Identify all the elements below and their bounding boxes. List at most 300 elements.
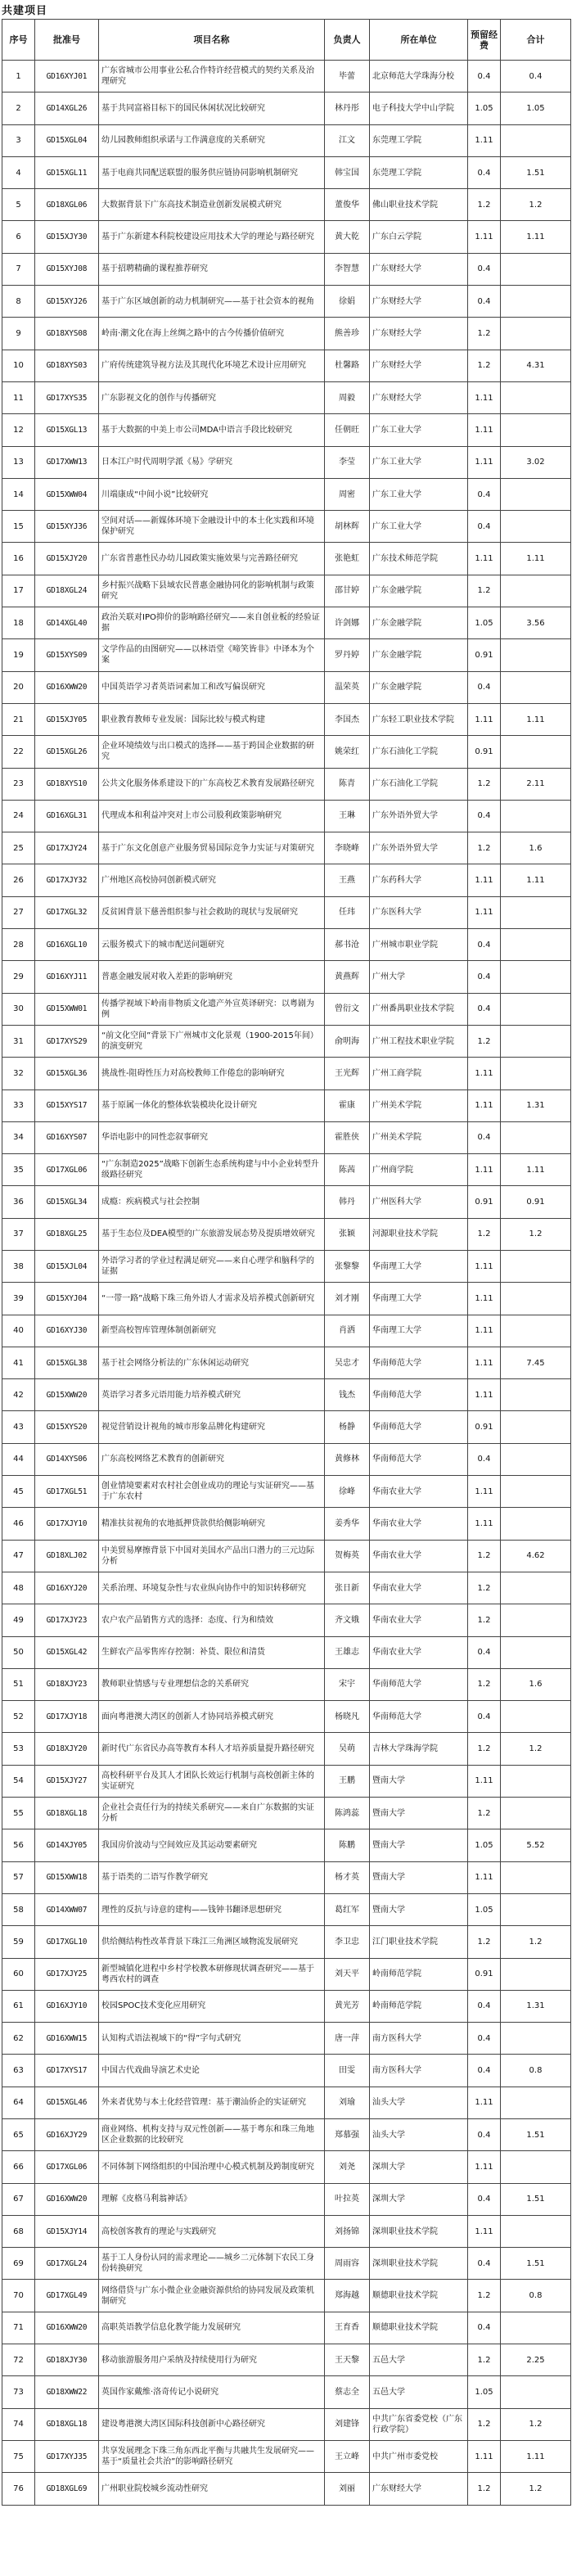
- total-cell: [501, 414, 571, 446]
- leader-cell: 姚荣红: [325, 736, 370, 768]
- table-row: [2, 318, 571, 350]
- approval-no-cell: GD16XWW20: [35, 2312, 99, 2344]
- project-name-cell: 中国英语学习者英语词素加工和改写偏误研究: [99, 671, 325, 703]
- total-cell: 7.45: [501, 1347, 571, 1378]
- table-row: [2, 1443, 571, 1475]
- approval-no-cell: GD15XGL38: [35, 1347, 99, 1378]
- approval-no-cell: GD17XGL24: [35, 2248, 99, 2280]
- total-cell: 1.2: [501, 2408, 571, 2440]
- project-name-cell: 企业环境绩效与出口模式的选择——基于跨国企业数据的研究: [99, 736, 325, 768]
- total-cell: 1.11: [501, 703, 571, 735]
- unit-cell: 五邑大学: [370, 2344, 468, 2376]
- reserved-fund-cell: 1.2: [468, 1604, 501, 1636]
- table-row: [2, 1411, 571, 1443]
- unit-cell: 东莞理工学院: [370, 156, 468, 188]
- reserved-fund-cell: 0.4: [468, 286, 501, 318]
- approval-no-cell: GD18XGL06: [35, 189, 99, 221]
- header-approval-no: 批准号: [35, 20, 99, 61]
- approval-no-cell: GD15XYS09: [35, 639, 99, 671]
- row-no-cell: 7: [2, 253, 35, 285]
- approval-no-cell: GD17XGL32: [35, 896, 99, 928]
- project-name-cell: 成瘾：疾病模式与社会控制: [99, 1186, 325, 1218]
- project-name-cell: 面向粤港澳大湾区的创新人才协同培养模式研究: [99, 1701, 325, 1733]
- row-no-cell: 51: [2, 1668, 35, 1700]
- row-no-cell: 62: [2, 2023, 35, 2055]
- total-cell: 3.56: [501, 607, 571, 639]
- unit-cell: 华南农业大学: [370, 1572, 468, 1604]
- row-no-cell: 73: [2, 2376, 35, 2408]
- approval-no-cell: GD16XYJ30: [35, 1315, 99, 1347]
- leader-cell: 刘瑜: [325, 2087, 370, 2118]
- total-cell: [501, 961, 571, 993]
- row-no-cell: 3: [2, 124, 35, 156]
- project-name-cell: 新型城镇化进程中乡村学校教本研修现状调查研究——基于粤西农村的调查: [99, 1958, 325, 1990]
- unit-cell: 广东工业大学: [370, 511, 468, 543]
- reserved-fund-cell: 1.2: [468, 1025, 501, 1057]
- unit-cell: 电子科技大学中山学院: [370, 92, 468, 124]
- approval-no-cell: GD15XYJ08: [35, 253, 99, 285]
- reserved-fund-cell: 0.4: [468, 800, 501, 832]
- header-total: 合计: [501, 20, 571, 61]
- table-row: [2, 1218, 571, 1250]
- reserved-fund-cell: 0.4: [468, 993, 501, 1025]
- leader-cell: 董俊华: [325, 189, 370, 221]
- table-row: [2, 1379, 571, 1411]
- unit-cell: 华南农业大学: [370, 1636, 468, 1668]
- leader-cell: 肖洒: [325, 1315, 370, 1347]
- unit-cell: 广东技术师范学院: [370, 543, 468, 575]
- approval-no-cell: GD18XYS08: [35, 318, 99, 350]
- unit-cell: 暨南大学: [370, 1765, 468, 1797]
- header-leader: 负责人: [325, 20, 370, 61]
- row-no-cell: 20: [2, 671, 35, 703]
- approval-no-cell: GD16XWW15: [35, 2023, 99, 2055]
- approval-no-cell: GD18XYS03: [35, 350, 99, 381]
- reserved-fund-cell: 1.2: [468, 1798, 501, 1829]
- total-cell: 4.31: [501, 350, 571, 381]
- reserved-fund-cell: 0.4: [468, 156, 501, 188]
- total-cell: 1.6: [501, 1668, 571, 1700]
- reserved-fund-cell: 0.4: [468, 2119, 501, 2151]
- reserved-fund-cell: 1.2: [468, 832, 501, 864]
- row-no-cell: 68: [2, 2215, 35, 2247]
- total-cell: 1.11: [501, 221, 571, 253]
- total-cell: 1.2: [501, 1218, 571, 1250]
- reserved-fund-cell: 1.05: [468, 2376, 501, 2408]
- leader-cell: 吴萌: [325, 1733, 370, 1765]
- project-name-cell: 日本江户时代周明学派《易》学研究: [99, 446, 325, 478]
- approval-no-cell: GD15XGL13: [35, 414, 99, 446]
- reserved-fund-cell: 1.11: [468, 1154, 501, 1186]
- approval-no-cell: GD17XJY32: [35, 864, 99, 896]
- project-name-cell: 广东高校网络艺术教育的创新研究: [99, 1443, 325, 1475]
- unit-cell: 华南师范大学: [370, 1411, 468, 1443]
- reserved-fund-cell: 0.4: [468, 2312, 501, 2344]
- approval-no-cell: GD17XGL06: [35, 1154, 99, 1186]
- project-name-cell: 政治关联对IPO抑价的影响路径研究——来自创业板的经验证据: [99, 607, 325, 639]
- leader-cell: 徐娟: [325, 286, 370, 318]
- leader-cell: 王育香: [325, 2312, 370, 2344]
- reserved-fund-cell: 0.4: [468, 1636, 501, 1668]
- total-cell: 1.31: [501, 1089, 571, 1121]
- leader-cell: 吴忠才: [325, 1347, 370, 1378]
- project-name-cell: 新时代广东省民办高等教育本科人才培养质量提升路径研究: [99, 1733, 325, 1765]
- row-no-cell: 6: [2, 221, 35, 253]
- reserved-fund-cell: 1.2: [468, 2408, 501, 2440]
- reserved-fund-cell: 1.2: [468, 2344, 501, 2376]
- leader-cell: 王琳: [325, 800, 370, 832]
- project-name-cell: 基于语类的二语写作教学研究: [99, 1861, 325, 1893]
- project-name-cell: 幼儿园教师组织承诺与工作满意度的关系研究: [99, 124, 325, 156]
- reserved-fund-cell: 0.91: [468, 639, 501, 671]
- total-cell: 1.2: [501, 1733, 571, 1765]
- row-no-cell: 47: [2, 1540, 35, 1572]
- reserved-fund-cell: 1.05: [468, 607, 501, 639]
- table-row: [2, 253, 571, 285]
- project-name-cell: 创业情境要素对农村社会创业成功的理论与实证研究——基于广东农村: [99, 1476, 325, 1508]
- approval-no-cell: GD15XGL46: [35, 2087, 99, 2118]
- leader-cell: 熊善珍: [325, 318, 370, 350]
- row-no-cell: 64: [2, 2087, 35, 2118]
- unit-cell: 广东金融学院: [370, 639, 468, 671]
- table-row: [2, 2280, 571, 2312]
- project-name-cell: 农户农产品销售方式的选择：态度、行为和绩效: [99, 1604, 325, 1636]
- row-no-cell: 53: [2, 1733, 35, 1765]
- table-row: [2, 1765, 571, 1797]
- project-name-cell: 精准扶贫视角的农地抵押贷款供给侧影响研究: [99, 1508, 325, 1540]
- leader-cell: 徐峰: [325, 1476, 370, 1508]
- reserved-fund-cell: 0.4: [468, 2183, 501, 2215]
- total-cell: [501, 1025, 571, 1057]
- table-row: [2, 639, 571, 671]
- approval-no-cell: GD17XJY24: [35, 832, 99, 864]
- reserved-fund-cell: 1.11: [468, 1347, 501, 1378]
- row-no-cell: 48: [2, 1572, 35, 1604]
- table-row: [2, 1926, 571, 1958]
- total-cell: [501, 1572, 571, 1604]
- total-cell: [501, 2023, 571, 2055]
- row-no-cell: 12: [2, 414, 35, 446]
- reserved-fund-cell: 1.11: [468, 896, 501, 928]
- approval-no-cell: GD16XYJ11: [35, 961, 99, 993]
- project-name-cell: 广东影视文化的创作与传播研究: [99, 381, 325, 413]
- project-name-cell: 外语学习者的学业过程满足研究——来自心理学和脑科学的证据: [99, 1250, 325, 1282]
- table-row: [2, 478, 571, 510]
- leader-cell: 蔡志全: [325, 2376, 370, 2408]
- project-name-cell: “一带一路”战略下珠三角外语人才需求及培养模式创新研究: [99, 1283, 325, 1315]
- unit-cell: 广州城市职业学院: [370, 929, 468, 961]
- approval-no-cell: GD16XWW20: [35, 2183, 99, 2215]
- project-name-cell: “广东制造2025”战略下创新生态系统构建与中小企业转型升级路径研究: [99, 1154, 325, 1186]
- row-no-cell: 41: [2, 1347, 35, 1378]
- table-row: [2, 543, 571, 575]
- leader-cell: 李智慧: [325, 253, 370, 285]
- table-row: [2, 1347, 571, 1378]
- project-name-cell: 网络借贷与广东小微企业金融资源供给的协同发展及政策机制研究: [99, 2280, 325, 2312]
- row-no-cell: 66: [2, 2151, 35, 2183]
- unit-cell: 深圳职业技术学院: [370, 2248, 468, 2280]
- reserved-fund-cell: 0.91: [468, 1411, 501, 1443]
- approval-no-cell: GD18XGL18: [35, 2408, 99, 2440]
- approval-no-cell: GD15XJY05: [35, 703, 99, 735]
- leader-cell: 刘丽: [325, 2473, 370, 2505]
- approval-no-cell: GD14XJY05: [35, 1829, 99, 1861]
- project-name-cell: 云服务模式下的城市配送问题研究: [99, 929, 325, 961]
- row-no-cell: 61: [2, 1990, 35, 2022]
- total-cell: 1.2: [501, 1926, 571, 1958]
- reserved-fund-cell: 1.11: [468, 1283, 501, 1315]
- row-no-cell: 13: [2, 446, 35, 478]
- table-row: [2, 1508, 571, 1540]
- unit-cell: 华南理工大学: [370, 1315, 468, 1347]
- reserved-fund-cell: 1.05: [468, 1829, 501, 1861]
- approval-no-cell: GD16XYS07: [35, 1121, 99, 1153]
- project-name-cell: 广东省普惠性民办幼儿园政策实施效果与完善路径研究: [99, 543, 325, 575]
- project-name-cell: 高校创客教育的理论与实践研究: [99, 2215, 325, 2247]
- total-cell: [501, 2151, 571, 2183]
- approval-no-cell: GD18XYS10: [35, 768, 99, 800]
- total-cell: [501, 253, 571, 285]
- leader-cell: 姜秀华: [325, 1508, 370, 1540]
- reserved-fund-cell: 0.91: [468, 1186, 501, 1218]
- reserved-fund-cell: 1.11: [468, 2151, 501, 2183]
- reserved-fund-cell: 1.11: [468, 1379, 501, 1411]
- project-name-cell: 广东省城市公用事业公私合作特许经营模式的契约关系及治理研究: [99, 61, 325, 92]
- row-no-cell: 23: [2, 768, 35, 800]
- unit-cell: 华南农业大学: [370, 1604, 468, 1636]
- section-heading: 共建项目: [2, 5, 48, 17]
- approval-no-cell: GD15XGL26: [35, 736, 99, 768]
- reserved-fund-cell: 1.11: [468, 1315, 501, 1347]
- project-name-cell: 基于广东区域创新的动力机制研究——基于社会资本的视角: [99, 286, 325, 318]
- unit-cell: 暨南大学: [370, 1893, 468, 1925]
- total-cell: [501, 1701, 571, 1733]
- row-no-cell: 27: [2, 896, 35, 928]
- leader-cell: 黄燕辉: [325, 961, 370, 993]
- project-name-cell: 职业教育教师专业发展：国际比较与模式构建: [99, 703, 325, 735]
- project-name-cell: 公共文化服务体系建设下的广东高校艺术教育发展路径研究: [99, 768, 325, 800]
- reserved-fund-cell: 1.2: [468, 318, 501, 350]
- leader-cell: 王天黎: [325, 2344, 370, 2376]
- approval-no-cell: GD17XJY23: [35, 1604, 99, 1636]
- project-name-cell: 基于电商共同配送联盟的服务供应链协同影响机制研究: [99, 156, 325, 188]
- table-row: [2, 896, 571, 928]
- reserved-fund-cell: 1.11: [468, 446, 501, 478]
- unit-cell: 华南农业大学: [370, 1508, 468, 1540]
- approval-no-cell: GD16XWW20: [35, 671, 99, 703]
- approval-no-cell: GD15XYJ04: [35, 1283, 99, 1315]
- table-row: [2, 2151, 571, 2183]
- reserved-fund-cell: 1.11: [468, 381, 501, 413]
- row-no-cell: 34: [2, 1121, 35, 1153]
- project-name-cell: 新型高校智库管理体制创新研究: [99, 1315, 325, 1347]
- leader-cell: 齐文娥: [325, 1604, 370, 1636]
- total-cell: 1.31: [501, 1990, 571, 2022]
- approval-no-cell: GD15XYJ36: [35, 511, 99, 543]
- total-cell: 1.11: [501, 543, 571, 575]
- approval-no-cell: GD17XWW13: [35, 446, 99, 478]
- project-name-cell: 文学作品的由图研究——以林语堂《啼笑皆非》中译本为个案: [99, 639, 325, 671]
- unit-cell: 华南农业大学: [370, 1540, 468, 1572]
- approval-no-cell: GD15XWW01: [35, 993, 99, 1025]
- unit-cell: 华南师范大学: [370, 1668, 468, 1700]
- row-no-cell: 16: [2, 543, 35, 575]
- total-cell: 5.52: [501, 1829, 571, 1861]
- reserved-fund-cell: 0.4: [468, 2055, 501, 2087]
- table-row: [2, 1893, 571, 1925]
- unit-cell: 华南师范大学: [370, 1347, 468, 1378]
- table-row: [2, 961, 571, 993]
- total-cell: [501, 800, 571, 832]
- unit-cell: 中共广东省委党校（广东行政学院）: [370, 2408, 468, 2440]
- unit-cell: 广东财经大学: [370, 2473, 468, 2505]
- table-row: [2, 2376, 571, 2408]
- approval-no-cell: GD18XJY30: [35, 2344, 99, 2376]
- project-name-cell: 广州地区高校协同创新模式研究: [99, 864, 325, 896]
- row-no-cell: 36: [2, 1186, 35, 1218]
- unit-cell: 广东财经大学: [370, 286, 468, 318]
- unit-cell: 广东金融学院: [370, 575, 468, 607]
- table-row: [2, 1250, 571, 1282]
- reserved-fund-cell: 1.11: [468, 2215, 501, 2247]
- project-name-cell: 中国古代戏曲导演艺术史论: [99, 2055, 325, 2087]
- unit-cell: 华南理工大学: [370, 1250, 468, 1282]
- total-cell: 3.02: [501, 446, 571, 478]
- project-name-cell: “前文化空间”背景下广州城市文化景观（1900-2015年间）的演变研究: [99, 1025, 325, 1057]
- leader-cell: 贺梅英: [325, 1540, 370, 1572]
- leader-cell: 陈茜: [325, 1154, 370, 1186]
- unit-cell: 广东医科大学: [370, 896, 468, 928]
- approval-no-cell: GD18XGL18: [35, 1798, 99, 1829]
- project-name-cell: 高职英语教学信息化教学能力发展研究: [99, 2312, 325, 2344]
- total-cell: [501, 318, 571, 350]
- reserved-fund-cell: 1.2: [468, 2473, 501, 2505]
- reserved-fund-cell: 1.11: [468, 1250, 501, 1282]
- row-no-cell: 37: [2, 1218, 35, 1250]
- project-name-cell: 乡村振兴战略下县域农民普惠金融协同化的影响机制与政策研究: [99, 575, 325, 607]
- row-no-cell: 31: [2, 1025, 35, 1057]
- project-name-cell: 生鲜农产品零售库存控制：补货、限位和清货: [99, 1636, 325, 1668]
- total-cell: [501, 1315, 571, 1347]
- reserved-fund-cell: 1.05: [468, 92, 501, 124]
- row-no-cell: 39: [2, 1283, 35, 1315]
- unit-cell: 吉林大学珠海学院: [370, 1733, 468, 1765]
- table-row: [2, 1636, 571, 1668]
- reserved-fund-cell: 0.4: [468, 2248, 501, 2280]
- total-cell: [501, 929, 571, 961]
- total-cell: [501, 286, 571, 318]
- row-no-cell: 60: [2, 1958, 35, 1990]
- unit-cell: 广东财经大学: [370, 381, 468, 413]
- table-row: [2, 2119, 571, 2151]
- table-row: [2, 1668, 571, 1700]
- table-row: [2, 189, 571, 221]
- leader-cell: 杨晓凡: [325, 1701, 370, 1733]
- total-cell: [501, 1958, 571, 1990]
- approval-no-cell: GD15XJY30: [35, 221, 99, 253]
- table-row: [2, 607, 571, 639]
- approval-no-cell: GD14XGL26: [35, 92, 99, 124]
- header-unit: 所在单位: [370, 20, 468, 61]
- approval-no-cell: GD14XGL40: [35, 607, 99, 639]
- table-row: [2, 2055, 571, 2087]
- leader-cell: 邵甘婷: [325, 575, 370, 607]
- row-no-cell: 29: [2, 961, 35, 993]
- total-cell: [501, 993, 571, 1025]
- row-no-cell: 32: [2, 1058, 35, 1089]
- row-no-cell: 54: [2, 1765, 35, 1797]
- project-name-cell: 挑战性-阻碍性压力对高校教师工作倦怠的影响研究: [99, 1058, 325, 1089]
- row-no-cell: 38: [2, 1250, 35, 1282]
- unit-cell: 广州医科大学: [370, 1186, 468, 1218]
- project-name-cell: 基于工人身份认同的需求理论——城乡二元体制下农民工身份转换研究: [99, 2248, 325, 2280]
- leader-cell: 唐一萍: [325, 2023, 370, 2055]
- approval-no-cell: GD15XGL11: [35, 156, 99, 188]
- project-name-cell: 岭南·潮文化在海上丝绸之路中的古今传播价值研究: [99, 318, 325, 350]
- unit-cell: 华南师范大学: [370, 1443, 468, 1475]
- leader-cell: 霍胜侠: [325, 1121, 370, 1153]
- leader-cell: 周雨容: [325, 2248, 370, 2280]
- table-row: [2, 2473, 571, 2505]
- unit-cell: 南方医科大学: [370, 2023, 468, 2055]
- unit-cell: 广州大学: [370, 961, 468, 993]
- leader-cell: 黄大乾: [325, 221, 370, 253]
- total-cell: [501, 124, 571, 156]
- project-name-cell: 商业网络、机构支持与双元性创新——基于粤东和珠三角地区企业数据的比较研究: [99, 2119, 325, 2151]
- total-cell: [501, 511, 571, 543]
- reserved-fund-cell: 1.2: [468, 1733, 501, 1765]
- row-no-cell: 22: [2, 736, 35, 768]
- project-name-cell: 基于生态位及DEA模型的广东旅游发展态势及提质增效研究: [99, 1218, 325, 1250]
- approval-no-cell: GD17XJY18: [35, 1701, 99, 1733]
- total-cell: [501, 1861, 571, 1893]
- approval-no-cell: GD18XJY23: [35, 1668, 99, 1700]
- row-no-cell: 52: [2, 1701, 35, 1733]
- header-no: 序号: [2, 20, 35, 61]
- approval-no-cell: GD17XGL51: [35, 1476, 99, 1508]
- approval-no-cell: GD15XGL04: [35, 124, 99, 156]
- total-cell: [501, 1411, 571, 1443]
- reserved-fund-cell: 1.05: [468, 1893, 501, 1925]
- project-name-cell: 英国作家戴维·洛奇传记小说研究: [99, 2376, 325, 2408]
- table-row: [2, 1283, 571, 1315]
- unit-cell: 暨南大学: [370, 1861, 468, 1893]
- total-cell: [501, 1893, 571, 1925]
- total-cell: 2.11: [501, 768, 571, 800]
- leader-cell: 霍康: [325, 1089, 370, 1121]
- reserved-fund-cell: 1.2: [468, 2280, 501, 2312]
- total-cell: [501, 1443, 571, 1475]
- table-row: [2, 575, 571, 607]
- table-row: [2, 1958, 571, 1990]
- leader-cell: 王立峰: [325, 2440, 370, 2472]
- project-name-cell: 基于招聘精确的课程推荐研究: [99, 253, 325, 285]
- row-no-cell: 75: [2, 2440, 35, 2472]
- project-name-cell: 广府传统建筑导视方法及其现代化环境艺术设计应用研究: [99, 350, 325, 381]
- unit-cell: 岭南师范学院: [370, 1990, 468, 2022]
- total-cell: [501, 575, 571, 607]
- project-name-cell: 传播学视域下岭南非物质文化遗产外宣英译研究：以粤剧为例: [99, 993, 325, 1025]
- header-project-name: 项目名称: [99, 20, 325, 61]
- reserved-fund-cell: 1.2: [468, 1572, 501, 1604]
- table-row: [2, 1701, 571, 1733]
- project-name-cell: 高校科研平台及其人才团队长效运行机制与高校创新主体的实证研究: [99, 1765, 325, 1797]
- approval-no-cell: GD16XYJ01: [35, 61, 99, 92]
- leader-cell: 张日新: [325, 1572, 370, 1604]
- leader-cell: 陈鸿蕊: [325, 1798, 370, 1829]
- project-name-cell: 华语电影中的同性恋叙事研究: [99, 1121, 325, 1153]
- unit-cell: 华南理工大学: [370, 1283, 468, 1315]
